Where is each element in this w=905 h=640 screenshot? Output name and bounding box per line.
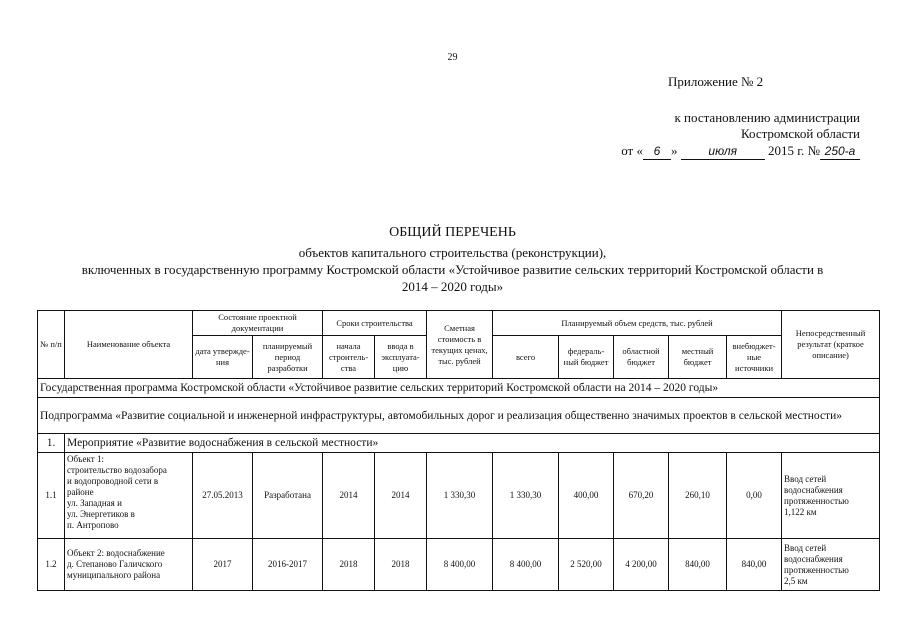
row-start: 2018 (323, 539, 375, 591)
row-start: 2014 (323, 453, 375, 539)
objects-table (37, 310, 880, 591)
resolution-line-1: к постановлению администрации (674, 110, 860, 125)
header-fund-federal: федераль-ный бюджет (559, 336, 614, 379)
row-result (782, 539, 880, 591)
table-row (38, 453, 880, 539)
row-federal: 2 520,00 (559, 539, 614, 591)
title-line-3: включенных в государственную программу Костромской области «Устойчивое развитие сельских территорий Костромской области в (81, 262, 824, 277)
title-line-2: объектов капитального строительства (реконструкции), (298, 245, 607, 260)
row-local: 260,10 (669, 453, 727, 539)
result-line: водоснабжения (784, 484, 843, 495)
header-cost: Сметная стоимость в текущих ценах, тыс. рублей (427, 311, 493, 379)
row-num: 1.2 (38, 539, 65, 591)
row-cost: 8 400,00 (427, 539, 493, 591)
result-line: Ввод сетей (784, 542, 827, 553)
page-number: 29 (447, 52, 458, 63)
header-doc-group: Состояние проектной документации (193, 311, 323, 336)
header-doc-date: дата утвержде-ния (193, 336, 253, 379)
name-line: и водопроводной сети в (67, 476, 159, 486)
name-line: п. Антропово (67, 520, 119, 530)
result-line: протяженностью (784, 564, 849, 575)
row-doc-date: 27.05.2013 (193, 453, 253, 539)
measure-num: 1. (38, 434, 65, 453)
resolution-prefix: от (621, 143, 634, 158)
row-federal: 400,00 (559, 453, 614, 539)
resolution-block (560, 110, 860, 160)
row-end: 2014 (375, 453, 427, 539)
document-title (0, 224, 905, 295)
row-doc-plan: Разработана (253, 453, 323, 539)
resolution-number: 250-а (820, 143, 860, 160)
appendix-label: Приложение № 2 (668, 74, 764, 89)
title-line-4: 2014 – 2020 годы» (401, 279, 504, 294)
header-terms-group: Сроки строительства (323, 311, 427, 336)
row-extra: 840,00 (727, 539, 782, 591)
row-name (65, 539, 193, 591)
header-fund-total: всего (493, 336, 559, 379)
result-line: водоснабжения (784, 553, 843, 564)
table-row (38, 539, 880, 591)
program-row: Государственная программа Костромской области «Устойчивое развитие сельских территорий Костромской области на 2014 – 2020 годы» (38, 379, 880, 398)
row-end: 2018 (375, 539, 427, 591)
header-name: Наименование объекта (65, 311, 193, 379)
name-line: муниципального района (67, 570, 161, 580)
header-term-end: ввода в эксплуата-цию (375, 336, 427, 379)
header-doc-plan: планируемый период разработки (253, 336, 323, 379)
title-line-1: ОБЩИЙ ПЕРЕЧЕНЬ (389, 225, 516, 240)
name-line: районе (67, 487, 94, 497)
row-total: 8 400,00 (493, 539, 559, 591)
resolution-month: июля (681, 143, 765, 160)
result-line: Ввод сетей (784, 473, 827, 484)
row-cost: 1 330,30 (427, 453, 493, 539)
name-line: ул. Западная и (67, 498, 122, 508)
resolution-year: 2015 г. № (767, 143, 820, 158)
result-line: 2,5 км (784, 575, 808, 586)
row-regional: 4 200,00 (614, 539, 669, 591)
result-line: протяженностью (784, 495, 849, 506)
measure-row: Мероприятие «Развитие водоснабжения в сельской местности» (65, 434, 880, 453)
resolution-day: 6 (643, 143, 671, 160)
name-line: Объект 1: (67, 454, 104, 464)
row-regional: 670,20 (614, 453, 669, 539)
row-local: 840,00 (669, 539, 727, 591)
subprogram-row: Подпрограмма «Развитие социальной и инженерной инфраструктуры, автомобильных дорог и реализация общественно значимых проектов в сельской местности» (38, 398, 880, 434)
row-total: 1 330,30 (493, 453, 559, 539)
row-num: 1.1 (38, 453, 65, 539)
resolution-line-2: Костромской области (740, 126, 860, 141)
header-num: № п/п (38, 311, 65, 379)
header-result: Непосредственный результат (краткое описание) (782, 311, 880, 379)
row-extra: 0,00 (727, 453, 782, 539)
row-result (782, 453, 880, 539)
header-term-start: начала строитель-ства (323, 336, 375, 379)
row-name (65, 453, 193, 539)
row-doc-plan: 2016-2017 (253, 539, 323, 591)
name-line: д. Степаново Галичского (67, 559, 163, 569)
header-fund-extra: внебюджет-ные источники (727, 336, 782, 379)
header-fund-regional: областной бюджет (614, 336, 669, 379)
header-fund-local: местный бюджет (669, 336, 727, 379)
resolution-date-line: от « 6 » июля 2015 г. № 250-а (560, 143, 860, 160)
row-doc-date: 2017 (193, 539, 253, 591)
name-line: строительство водозабора (67, 465, 167, 475)
header-funds-group: Планируемый объем средств, тыс. рублей (493, 311, 782, 336)
name-line: Объект 2: водоснабжение (67, 548, 165, 558)
result-line: 1,122 км (784, 506, 817, 517)
name-line: ул. Энергетиков в (67, 509, 135, 519)
